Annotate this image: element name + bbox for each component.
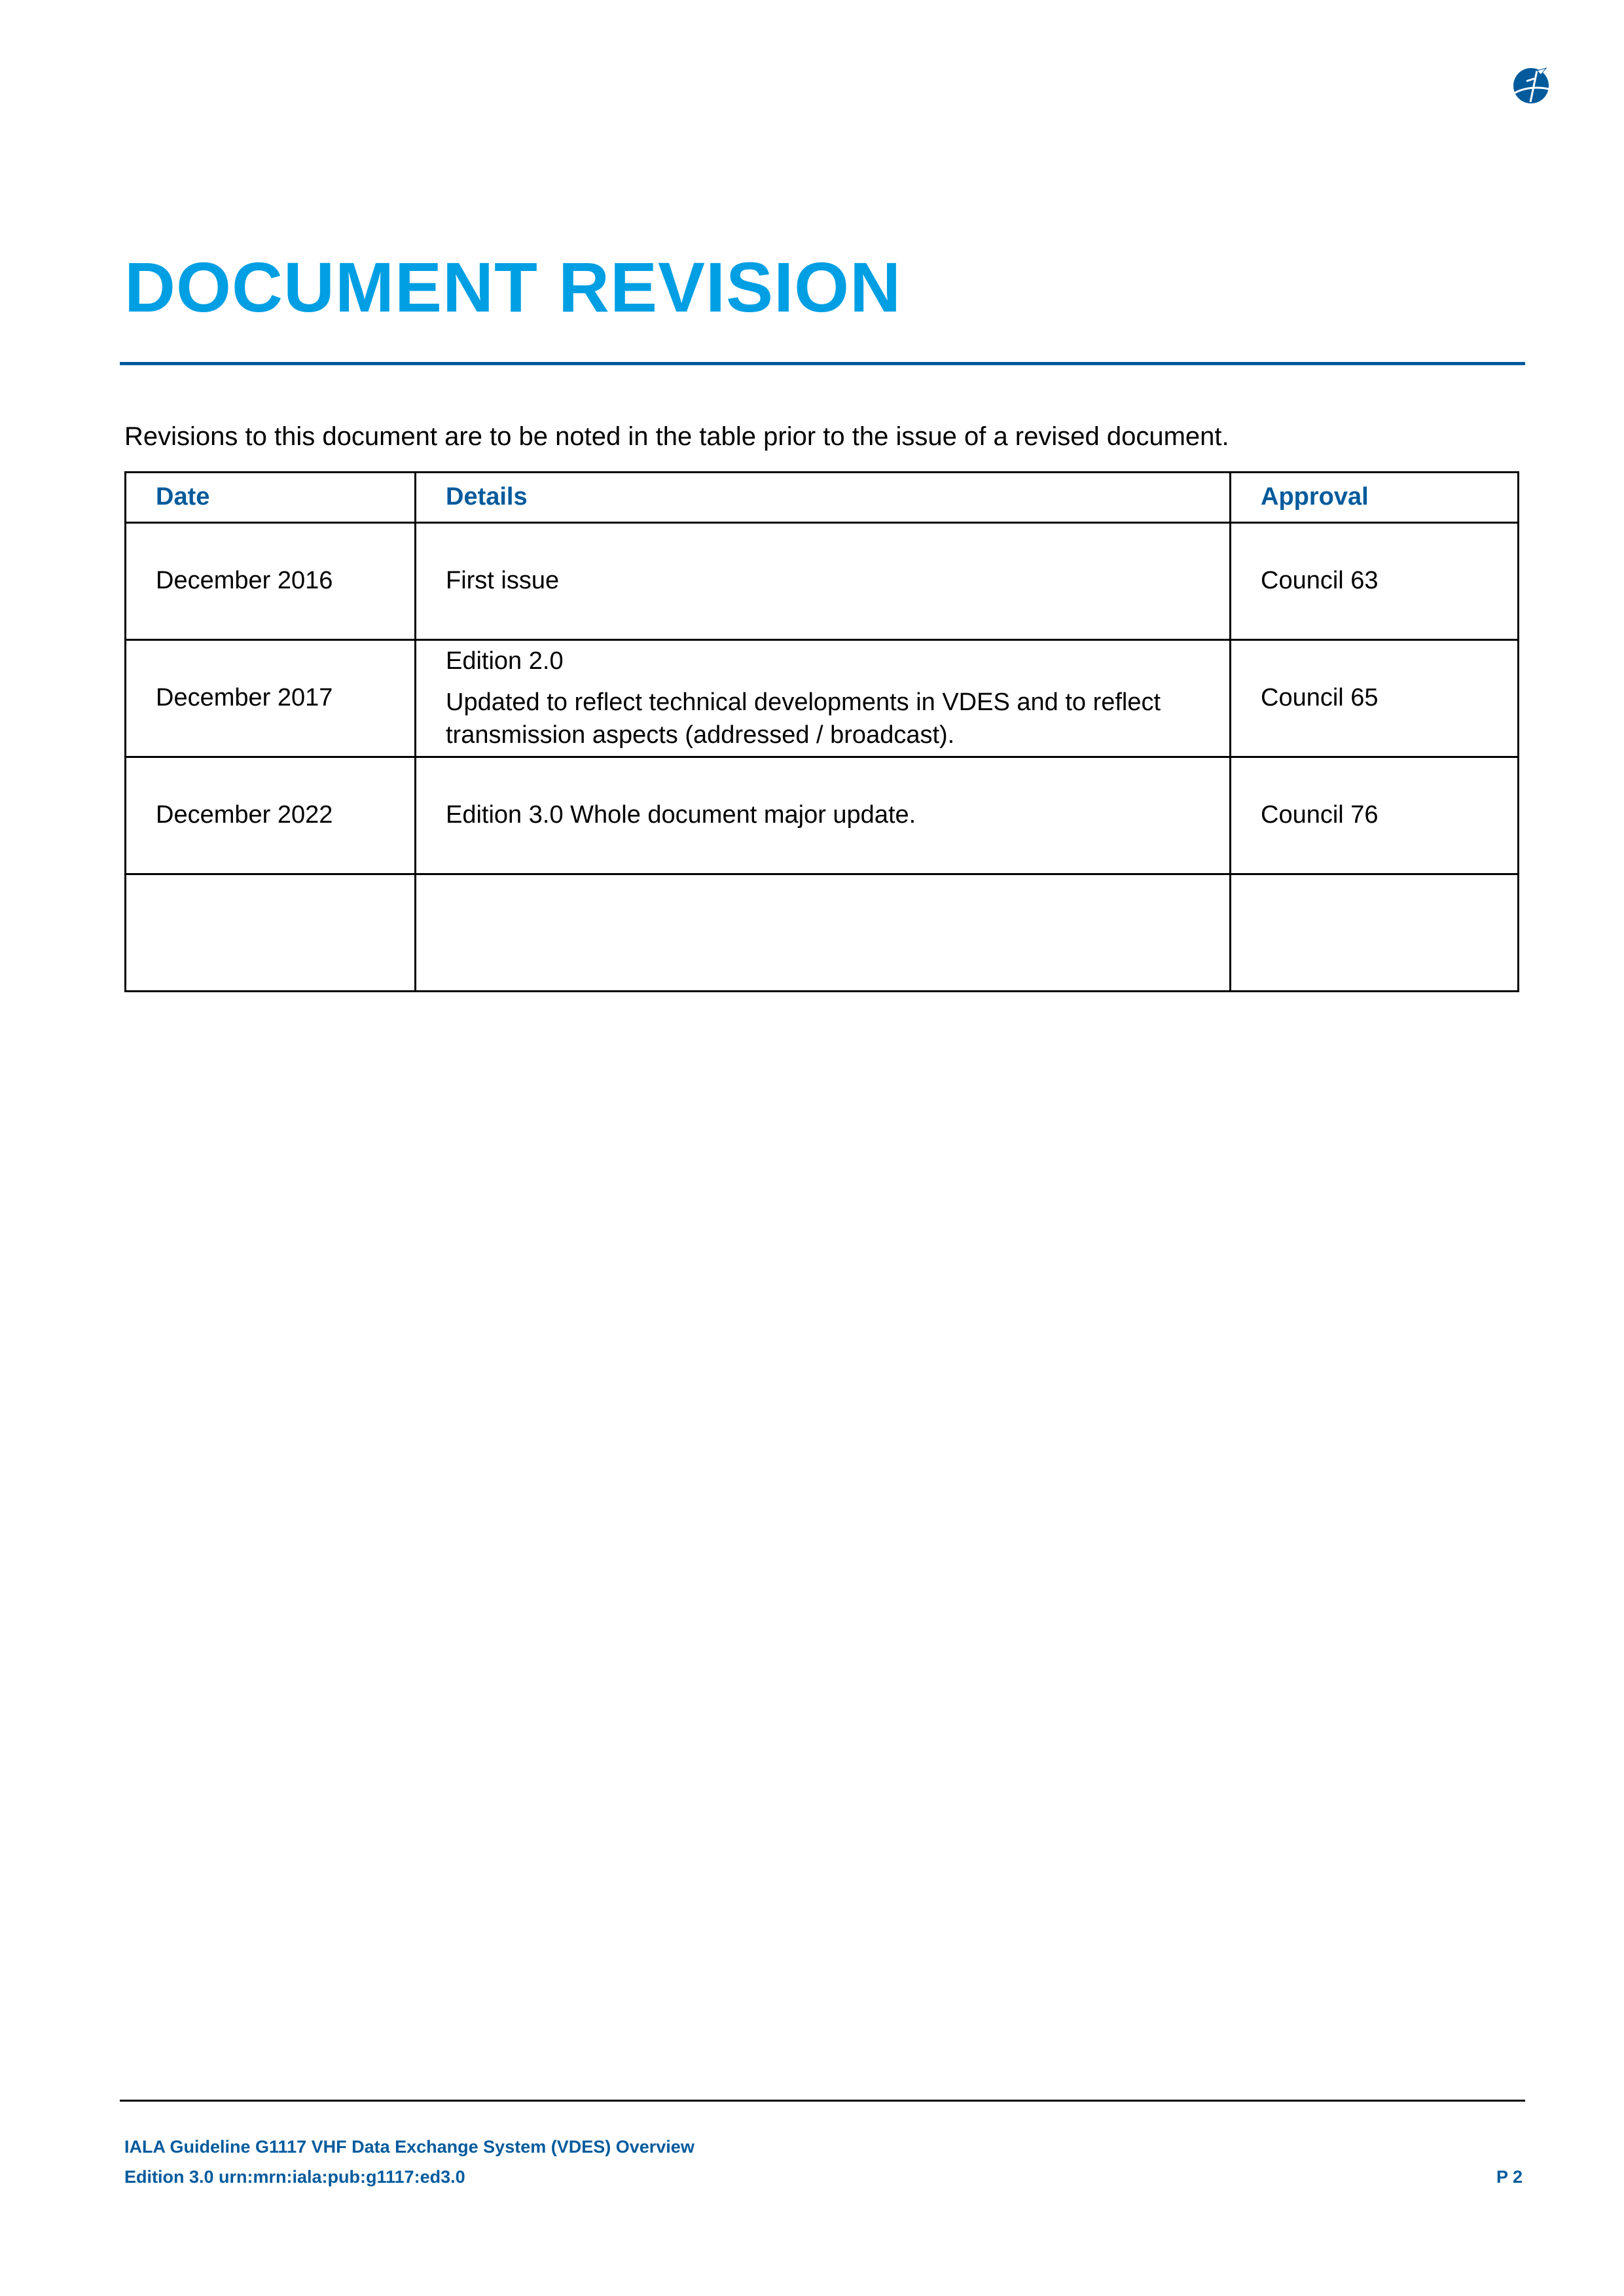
details-line: Edition 3.0 Whole document major update. [446, 801, 916, 829]
table-row [126, 874, 1519, 992]
cell-details [416, 757, 1231, 874]
title-divider [120, 362, 1525, 365]
table-header-row [126, 473, 1519, 523]
footer-edition: Edition 3.0 urn:mrn:iala:pub:g1117:ed3.0 [124, 2167, 465, 2187]
table-row [126, 757, 1519, 874]
cell-date: December 2017 [126, 640, 416, 757]
table-row [126, 523, 1519, 640]
cell-approval: Council 65 [1231, 640, 1519, 757]
iala-globe-logo-icon [1511, 64, 1551, 105]
cell-approval: Council 63 [1231, 523, 1519, 640]
header-details: Details [416, 473, 1231, 523]
header-date: Date [126, 473, 416, 523]
page-title: DOCUMENT REVISION [124, 247, 902, 327]
header-approval: Approval [1231, 473, 1519, 523]
cell-approval: Council 76 [1231, 757, 1519, 874]
details-line: Updated to reflect technical developments in VDES and to reflect transmission aspects (addressed / broadcast). [446, 689, 1161, 749]
details-line: Edition 2.0 [446, 647, 564, 675]
table-row [126, 640, 1519, 757]
cell-details [416, 874, 1231, 992]
cell-date: December 2016 [126, 523, 416, 640]
intro-text: Revisions to this document are to be noted in the table prior to the issue of a revised document. [124, 422, 1229, 451]
cell-date [126, 874, 416, 992]
revision-table [124, 471, 1519, 992]
cell-details [416, 523, 1231, 640]
cell-details [416, 640, 1231, 757]
footer-divider [120, 2100, 1525, 2102]
footer-document-title: IALA Guideline G1117 VHF Data Exchange System (VDES) Overview [124, 2137, 695, 2157]
cell-date: December 2022 [126, 757, 416, 874]
page-number: P 2 [1496, 2167, 1523, 2187]
details-line: First issue [446, 567, 560, 595]
cell-approval [1231, 874, 1519, 992]
